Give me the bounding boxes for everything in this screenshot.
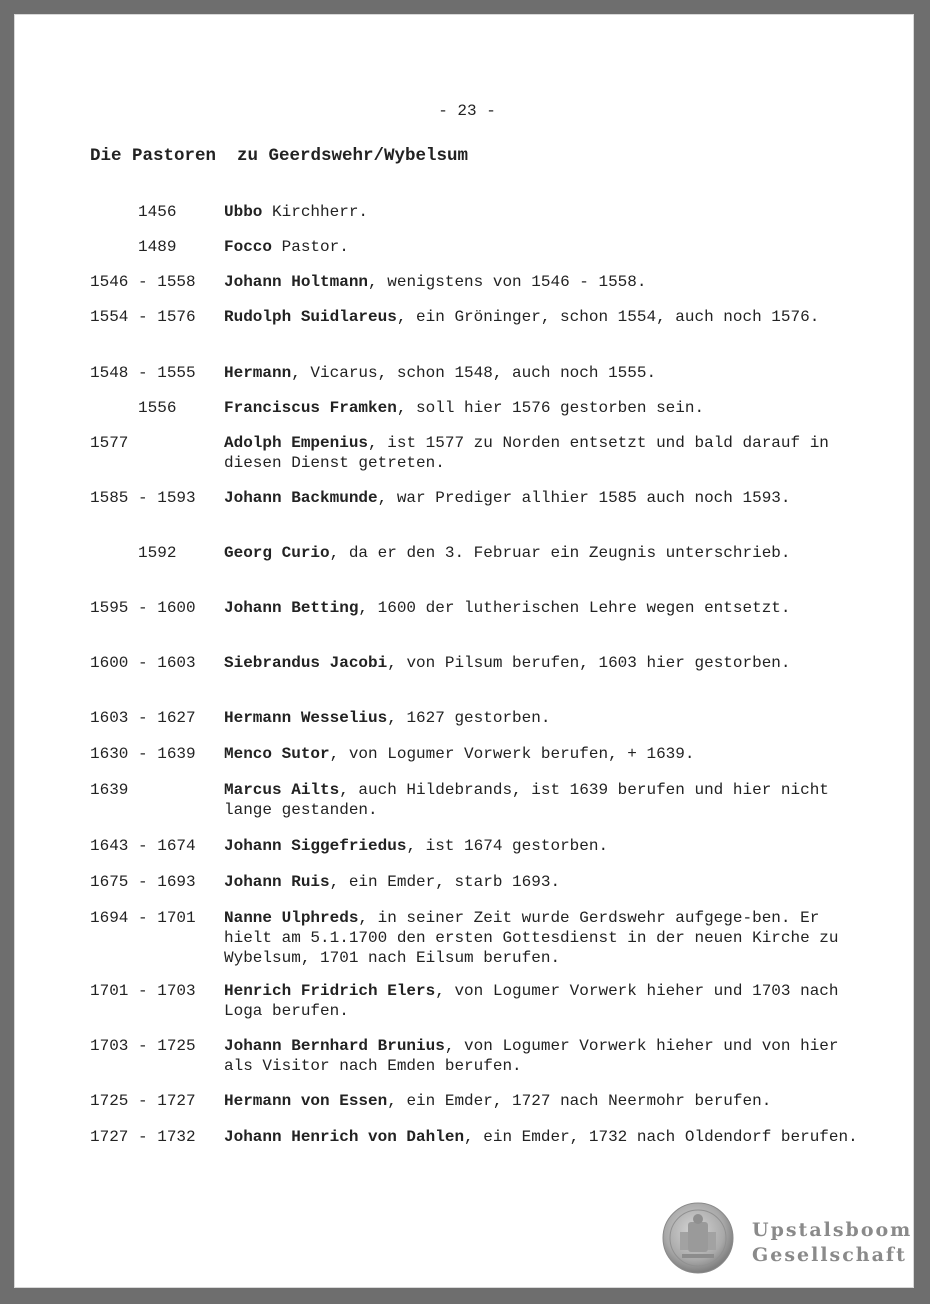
entry-name: Marcus Ailts [224, 781, 340, 799]
page-title: Die Pastoren zu Geerdswehr/Wybelsum [90, 146, 469, 166]
entry-name: Johann Betting [224, 599, 359, 617]
entry-years: 1603 - 1627 [90, 709, 196, 727]
entry-text: , ein Emder, 1732 nach Oldendorf berufen. [464, 1128, 858, 1146]
entry-name: Henrich Fridrich Elers [224, 982, 436, 1000]
document-page [14, 14, 914, 1288]
entry-name: Siebrandus Jacobi [224, 654, 388, 672]
entry-text: , in seiner Zeit wurde Gerdswehr aufgege-ben. Er hielt am 5.1.1700 den ersten Gottesdienst in der neuen Kirche zu Wybelsum, 1701 nach Eilsum berufen. [224, 909, 839, 967]
entry-name: Hermann Wesselius [224, 709, 388, 727]
entry-name: Focco [224, 238, 273, 256]
entry-years: 1585 - 1593 [90, 489, 196, 507]
entry-years: 1675 - 1693 [90, 873, 196, 891]
entry-name: Johann Bernhard Brunius [224, 1037, 445, 1055]
entry-text: , von Logumer Vorwerk berufen, + 1639. [329, 745, 695, 763]
entry-years: 1456 [90, 203, 177, 221]
pastor-list [14, 14, 914, 1288]
entry-name: Georg Curio [224, 544, 330, 562]
page-number: - 23 - [438, 102, 496, 120]
entry-name: Johann Holtmann [224, 273, 369, 291]
entry-text: , wenigstens von 1546 - 1558. [368, 273, 647, 291]
entry-years: 1592 [90, 544, 177, 562]
entry-years: 1600 - 1603 [90, 654, 196, 672]
entry-name: Johann Backmunde [224, 489, 378, 507]
entry-text: , von Pilsum berufen, 1603 hier gestorben. [387, 654, 791, 672]
entry-name: Johann Henrich von Dahlen [224, 1128, 465, 1146]
entry-years: 1546 - 1558 [90, 273, 196, 291]
entry-text: , von Logumer Vorwerk hieher und 1703 nach Loga berufen. [224, 982, 839, 1020]
entry-text: , da er den 3. Februar ein Zeugnis unterschrieb. [329, 544, 791, 562]
entry-name: Franciscus Framken [224, 399, 397, 417]
entry-name: Johann Siggefriedus [224, 837, 407, 855]
society-name-line2: Gesellschaft [752, 1244, 907, 1266]
entry-name: Johann Ruis [224, 873, 330, 891]
entry-years: 1639 [90, 781, 129, 799]
entry-years: 1489 [90, 238, 177, 256]
entry-years: 1643 - 1674 [90, 837, 196, 855]
entry-name: Nanne Ulphreds [224, 909, 359, 927]
entry-text: , ein Gröninger, schon 1554, auch noch 1576. [396, 308, 820, 326]
entry-years: 1556 [90, 399, 177, 417]
entry-text: , ein Emder, starb 1693. [329, 873, 561, 891]
entry-years: 1727 - 1732 [90, 1128, 196, 1146]
entry-text: , soll hier 1576 gestorben sein. [396, 399, 705, 417]
entry-name: Hermann [224, 364, 292, 382]
entry-text: , auch Hildebrands, ist 1639 berufen und hier nicht lange gestanden. [224, 781, 829, 819]
entry-years: 1701 - 1703 [90, 982, 196, 1000]
entry-name: Menco Sutor [224, 745, 330, 763]
entry-years: 1577 [90, 434, 129, 452]
entry-years: 1703 - 1725 [90, 1037, 196, 1055]
entry-years: 1554 - 1576 [90, 308, 196, 326]
entry-years: 1630 - 1639 [90, 745, 196, 763]
entry-name: Hermann von Essen [224, 1092, 388, 1110]
entry-years: 1548 - 1555 [90, 364, 196, 382]
entry-years: 1595 - 1600 [90, 599, 196, 617]
entry-text: , 1627 gestorben. [387, 709, 551, 727]
entry-text: , von Logumer Vorwerk hieher und von hier als Visitor nach Emden berufen. [224, 1037, 839, 1075]
entry-years: 1694 - 1701 [90, 909, 196, 927]
entry-years: 1725 - 1727 [90, 1092, 196, 1110]
society-name-line1: Upstalsboom [752, 1219, 913, 1241]
entry-name: Rudolph Suidlareus [224, 308, 397, 326]
society-seal-icon [662, 1202, 734, 1274]
entry-name: Adolph Empenius [224, 434, 369, 452]
entry-text: , Vicarus, schon 1548, auch noch 1555. [291, 364, 657, 382]
entry-text: , ist 1577 zu Norden entsetzt und bald darauf in diesen Dienst getreten. [224, 434, 829, 472]
society-logo-text [752, 1218, 912, 1268]
entry-text: , ist 1674 gestorben. [406, 837, 609, 855]
entry-name: Ubbo [224, 203, 263, 221]
entry-text: Kirchherr. [262, 203, 369, 221]
entry-text: , ein Emder, 1727 nach Neermohr berufen. [387, 1092, 772, 1110]
entry-text: , 1600 der lutherischen Lehre wegen entsetzt. [358, 599, 791, 617]
entry-text: , war Prediger allhier 1585 auch noch 1593. [377, 489, 791, 507]
entry-text: Pastor. [272, 238, 349, 256]
